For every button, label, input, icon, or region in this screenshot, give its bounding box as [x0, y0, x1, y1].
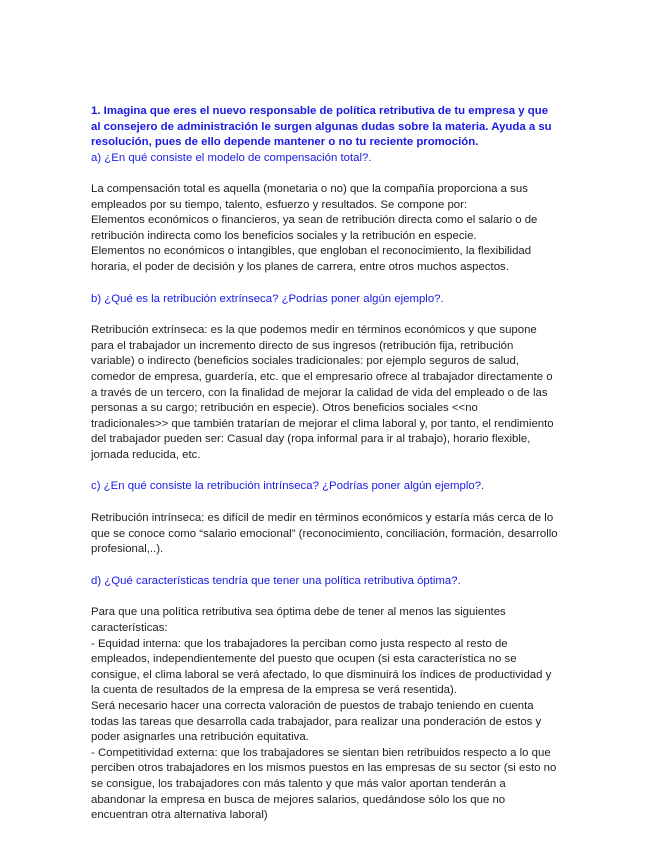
answer-line: para el trabajador un incremento directo de sus ingresos (retribución fija, retribución: [91, 339, 514, 352]
answer-a: [91, 182, 577, 276]
answer-line: - Equidad interna: que los trabajadores la perciban como justa respecto al resto de: [91, 637, 508, 650]
answer-line: perciben otros trabajadores en los mismos puestos en las empresas de su sector (si esto no: [91, 762, 557, 775]
question-c: c) ¿En qué consiste la retribución intrínseca? ¿Podrías poner algún ejemplo?.: [91, 480, 485, 493]
answer-b: [91, 323, 577, 463]
answer-line: - Competitividad externa: que los trabajadores se sientan bien retribuidos respecto a lo que: [91, 746, 551, 759]
title-line: resolución, pues de ello depende mantener o no tu reciente promoción.: [91, 136, 479, 149]
answer-line: Retribución intrínseca: es difícil de medir en términos económicos y estaría más cerca de lo: [91, 512, 554, 525]
answer-line: La compensación total es aquella (monetaria o no) que la compañía proporciona a sus: [91, 182, 528, 195]
answer-line: retribución indirecta como los beneficios sociales y la retribución en especie.: [91, 229, 477, 242]
answer-line: la cuenta de resultados de la empresa de la empresa se verá resentida).: [91, 684, 457, 697]
answer-line: Retribución extrínseca: es la que podemos medir en términos económicos y que supone: [91, 324, 537, 337]
answer-line: horaria, el poder de decisión y los planes de carrera, entre otros muchos aspectos.: [91, 260, 509, 273]
answer-line: empleados por su tiempo, talento, esfuerzo y resultados. Se compone por:: [91, 198, 468, 211]
answer-line: Para que una política retributiva sea óptima debe de tener al menos las siguientes: [91, 606, 506, 619]
answer-line: se consigue, los trabajadores con más talento y que más valor aportan tenderán a: [91, 777, 506, 790]
answer-line: del trabajador pueden ser: Casual day (ropa informal para ir al trabajo), horario flexible,: [91, 433, 531, 446]
answer-line: encuentran otra alternativa laboral): [91, 809, 268, 822]
answer-line: abandonar la empresa en busca de mejores salarios, quedándose sólo los que no: [91, 793, 506, 806]
answer-line: personas a su cargo; retribución en especie). Otros beneficios sociales <<no: [91, 402, 478, 415]
answer-line: poder asignarles una retribución equitativa.: [91, 731, 309, 744]
answer-line: variable) o indirecto (beneficios sociales tradicionales: por ejemplo seguros de salud,: [91, 355, 520, 368]
answer-line: consigue, el clima laboral se verá afectado, lo que disminuirá los índices de productividad y: [91, 668, 552, 681]
question-d: d) ¿Qué características tendría que tener una política retributiva óptima?.: [91, 574, 461, 587]
title-line: 1. Imagina que eres el nuevo responsable de política retributiva de tu empresa y que: [91, 105, 549, 117]
answer-line: Será necesario hacer una correcta valoración de puestos de trabajo teniendo en cuenta: [91, 700, 534, 712]
exercise-title: [91, 104, 577, 151]
answer-line: empleados, independientemente del puesto que ocupen (si esta característica no se: [91, 653, 517, 666]
question-a: a) ¿En qué consiste el modelo de compensación total?.: [91, 151, 372, 164]
answer-line: que se conoce como “salario emocional” (reconocimiento, conciliación, formación, desarrollo: [91, 527, 558, 540]
answer-d: [91, 605, 577, 823]
answer-line: Elementos económicos o financieros, ya sean de retribución directa como el salario o de: [91, 214, 538, 227]
answer-line: a través de un tercero, con la finalidad de mejorar la calidad de vida del empleado o de las: [91, 386, 548, 399]
answer-line: todas las tareas que desarrolla cada trabajador, para realizar una ponderación de estos y: [91, 715, 542, 728]
title-line: al consejero de administración le surgen algunas dudas sobre la materia. Ayuda a su: [91, 120, 552, 133]
answer-line: Elementos no económicos o intangibles, que engloban el reconocimiento, la flexibilidad: [91, 245, 532, 258]
answer-line: profesional,..).: [91, 543, 164, 556]
answer-c: [91, 511, 577, 558]
answer-line: jornada reducida, etc.: [91, 448, 201, 461]
answer-line: comedor de empresa, guardería, etc. que el empresario ofrece al trabajador directamente o: [91, 370, 553, 383]
question-b: b) ¿Qué es la retribución extrínseca? ¿Podrías poner algún ejemplo?.: [91, 292, 444, 305]
answer-line: características:: [91, 622, 168, 635]
document-page: [91, 104, 577, 824]
answer-line: tradicionales>> que también tratarían de mejorar el clima laboral y, por tanto, el rendimiento: [91, 417, 554, 430]
